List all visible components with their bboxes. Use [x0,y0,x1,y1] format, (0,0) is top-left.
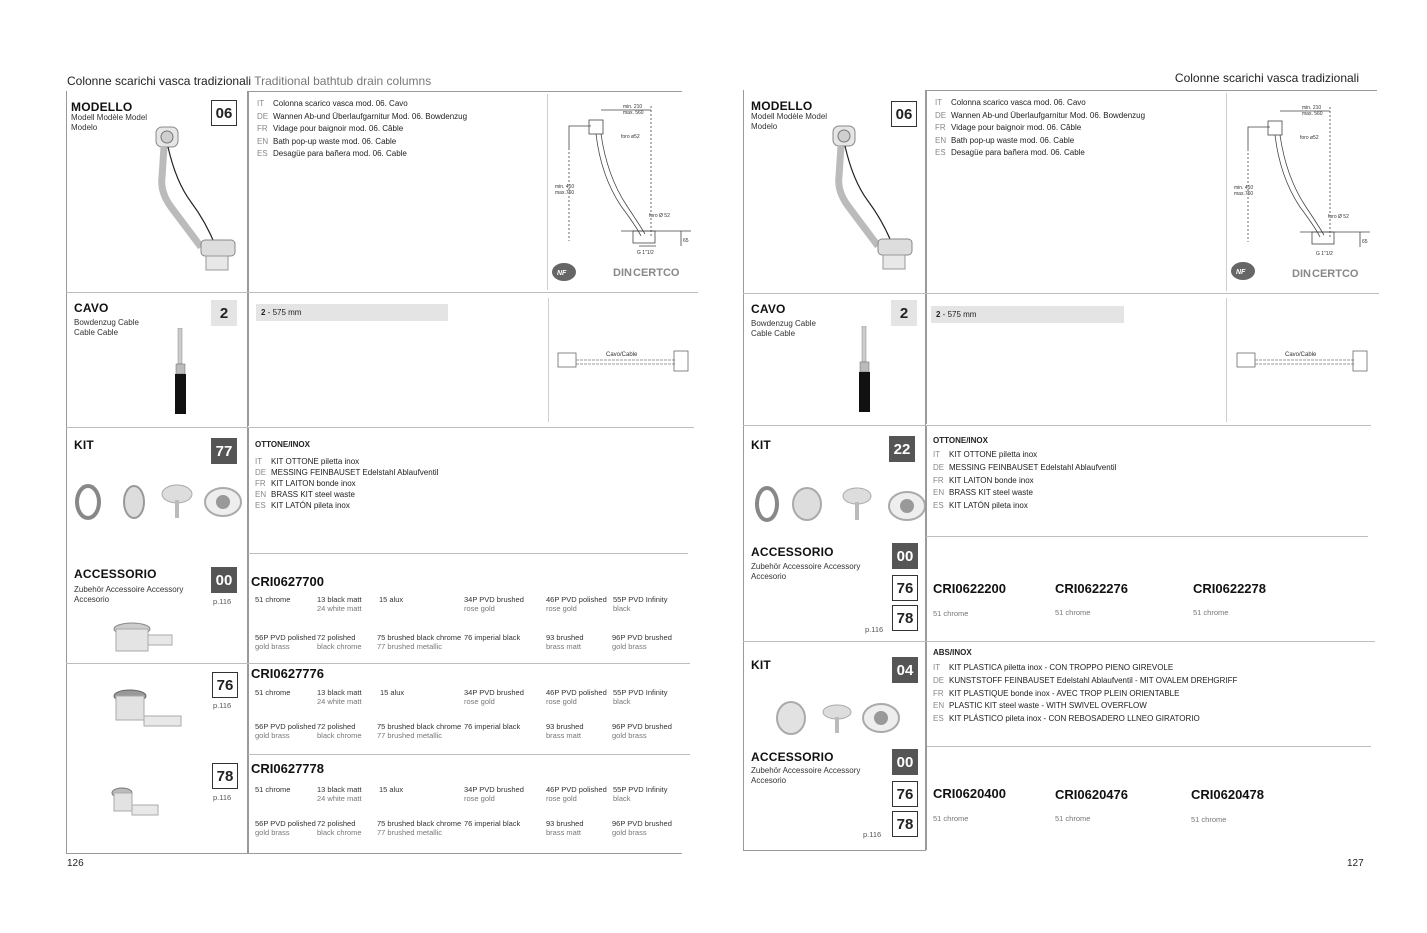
lang-row: EN BRASS KIT steel waste [933,488,1033,498]
finish-label: 51 chrome [933,609,969,618]
kit-section [66,428,698,555]
page-ref: p.116 [865,625,884,634]
finish-name: 13 black matt [317,688,362,697]
dim-max-length: max. 560 [1302,111,1323,117]
lang-row: FR Vidage pour baignoir mod. 06. Câble [257,124,404,134]
dim-min-length: min. 210 [623,104,643,110]
finish-name: 55P PVD Infinity [613,595,668,604]
modello-subtitle-es: Modelo [751,122,778,131]
page-ref: p.116 [213,597,232,606]
finish-option [613,785,667,803]
accessorio-subtitle-2: Accesorio [74,595,110,604]
technical-drawing [551,96,697,288]
finish-option [255,633,316,651]
cavo-title: CAVO [74,301,109,315]
finish-name-2: 24 white matt [317,794,362,803]
finish-name: 76 imperial black [464,819,521,828]
modello-section [743,91,1379,293]
certco-logo: CERTCO [1312,268,1359,280]
finish-name-2: brass matt [546,828,582,837]
product-76-section [66,664,698,754]
lang-row: FR Vidage pour baignoir mod. 06. Câble [935,123,1082,133]
dim-thread: G 1"1/2 [1316,251,1333,257]
finish-name: 56P PVD polished [255,819,316,828]
finish-option [255,688,290,697]
dim-height-65: 65 [683,238,689,244]
dim-min-height: min. 410 [555,184,575,190]
lang-row: EN PLASTIC KIT steel waste - WITH SWIVEL OVERFLOW [933,701,1147,711]
finish-name: 93 brushed [546,819,584,828]
finish-name: 34P PVD brushed [464,595,524,604]
lang-row: DE MESSING FEINBAUSET Edelstahl Ablaufventil [255,468,439,477]
accessorio-section [743,537,1379,641]
dim-foro-top: foro ø52 [621,134,640,140]
drain-column-image [823,121,923,281]
finish-option [464,633,520,642]
finish-name: 72 polished [317,722,356,731]
finish-option [317,785,362,803]
siphon-image [106,686,186,734]
lang-row: FR KIT LAITON bonde inox [255,479,356,488]
din-logo: DIN [613,267,632,279]
kit-descriptions [255,456,438,511]
kit-descriptions [933,449,1116,513]
finish-name: 75 brushed black chrome [377,633,462,642]
finish-option [546,819,584,837]
modello-subtitle-es: Modelo [71,123,98,132]
finish-option [464,688,524,706]
cavo-section [743,294,1379,424]
finish-name: 15 alux [379,595,404,604]
finish-name: 13 black matt [317,785,362,794]
finish-option [317,633,362,651]
product-78-section [66,755,698,853]
kit-badge: 22 [889,436,915,462]
finish-name: 56P PVD polished [255,633,316,642]
finish-option [379,595,403,604]
accessorio-title: ACCESSORIO [751,750,834,764]
product-badge: 78 [892,811,918,837]
kit-plastic-section [743,642,1379,746]
dim-height-65: 65 [1362,239,1368,245]
lang-row: EN Bath pop-up waste mod. 06. Cable [257,136,397,146]
finish-label: 51 chrome [1055,608,1091,617]
cable-diagram [556,347,691,379]
accessorio-badge: 00 [892,749,918,775]
finish-name-2: black chrome [317,828,362,837]
lang-row: DE Wannen Ab-und Überlaufgarnitur Mod. 06. Bowdenzug [257,111,468,121]
finish-name-2: brass matt [546,642,582,651]
finish-name-2: rose gold [464,697,495,706]
finish-option [464,785,524,803]
lang-row: IT KIT OTTONE piletta inox [933,450,1038,459]
product-code: CRI0627700 [251,574,324,589]
finish-name: 46P PVD polished [546,595,607,604]
finish-name: 75 brushed black chrome [377,722,462,731]
finish-label: 51 chrome [1191,815,1227,824]
accessorio-title: ACCESSORIO [751,545,834,559]
modello-descriptions [935,97,1145,160]
cavo-badge: 2 [891,300,917,326]
cavo-subtitle-2: Cable Cable [74,328,119,337]
finish-option [464,819,520,828]
cable-length: 2 - 575 mm [931,306,1124,323]
finish-option [377,722,461,740]
finish-option [612,722,672,740]
din-logo: DIN [1292,268,1311,280]
finish-name-2: gold brass [612,828,647,837]
finish-name: 55P PVD Infinity [613,785,668,794]
modello-title: MODELLO [71,100,133,114]
lang-row: ES KIT PLÁSTICO pileta inox - CON REBOSADERO LLNEO GIRATORIO [933,714,1200,724]
finish-option [546,595,607,613]
lang-row: IT KIT PLASTICA piletta inox - CON TROPPO PIENO GIREVOLE [933,663,1174,672]
finish-name: 96P PVD brushed [612,722,672,731]
header-subtitle: Traditional bathtub drain columns [254,74,432,88]
accessorio-title: ACCESSORIO [74,567,157,581]
dim-max-height: max.760 [555,190,575,196]
cavo-section [66,293,698,426]
finish-option [255,722,316,740]
modello-title: MODELLO [751,99,813,113]
kit-title: KIT [751,658,771,672]
lang-row: ES KIT LATÓN pileta inox [255,501,350,510]
finish-option [464,722,520,731]
finish-option [464,595,524,613]
product-badge: 76 [892,575,918,601]
finish-name: 76 imperial black [464,633,521,642]
lang-row: ES Desagüe para bañera mod. 06. Cable [935,148,1085,158]
cavo-subtitle-2: Cable Cable [751,329,796,338]
product-code: CRI0620400 [933,786,1006,801]
accessorio-plastic-section [743,744,1379,850]
finish-name: 93 brushed [546,633,584,642]
finish-option [255,595,290,604]
finish-option [546,722,584,740]
kit-section [743,426,1379,536]
finish-name-2: gold brass [612,642,647,651]
finish-label: 51 chrome [1055,814,1091,823]
dim-foro-top: foro ø52 [1300,135,1319,141]
lang-row: DE MESSING FEINBAUSET Edelstahl Ablaufventil [933,462,1117,472]
page-ref: p.116 [863,830,882,839]
finish-option [612,633,672,651]
technical-drawing [1230,97,1376,289]
finish-name-2: gold brass [255,828,290,837]
svg-text:NF: NF [557,270,567,277]
siphon-image [106,783,166,829]
cavo-title: CAVO [751,302,786,316]
page-ref: p.116 [213,701,232,710]
finish-name: 75 brushed black chrome [377,819,462,828]
product-code: CRI0627778 [251,761,324,776]
finish-option [546,633,584,651]
siphon-image [106,619,176,659]
certco-logo: CERTCO [633,267,680,279]
finish-option [255,785,290,794]
lang-row: ES Desagüe para bañera mod. 06. Cable [257,149,407,159]
finish-name-2: gold brass [255,731,290,740]
kit-parts-image [72,480,244,524]
cable-image [171,328,191,416]
finish-name: 96P PVD brushed [612,819,672,828]
accessorio-subtitle: Zubehör Accessoire Accessory [74,585,184,594]
product-code: CRI0622200 [933,581,1006,596]
model-badge: 06 [891,101,917,127]
product-badge: 78 [212,763,238,789]
dim-foro-bottom: foro Ø 52 [1328,214,1349,220]
drain-column-image [146,122,246,282]
cable-length: 2 - 575 mm [256,304,448,321]
finish-name: 76 imperial black [464,722,521,731]
dim-min-height: min. 410 [1234,185,1254,191]
lang-row: FR KIT PLASTIQUE bonde inox - AVEC TROP PLEIN ORIENTABLE [933,688,1180,698]
finish-name-2: black chrome [317,731,362,740]
product-badge: 78 [892,605,918,631]
dim-max-length: max. 560 [623,110,644,116]
modello-subtitle: Modell Modèle Model [71,113,148,122]
finish-option [380,688,404,697]
kit-badge: 04 [892,657,918,683]
finish-option [613,688,667,706]
finish-name-2: gold brass [612,731,647,740]
dim-min-length: min. 210 [1302,105,1322,111]
finish-name: 15 alux [379,785,404,794]
svg-text:Cavo/Cable: Cavo/Cable [1285,352,1317,358]
modello-descriptions [257,98,467,161]
finish-name: 13 black matt [317,595,362,604]
page-header: Colonne scarichi vasca tradizionali [1174,71,1359,85]
dim-thread: G 1"1/2 [637,250,654,256]
finish-name: 34P PVD brushed [464,688,524,697]
finish-option [546,688,607,706]
accessorio-subtitle: Zubehör Accessoire Accessory [751,562,861,571]
finish-name-2: rose gold [546,604,577,613]
finish-option [613,595,667,613]
finish-name: 46P PVD polished [546,688,607,697]
finish-name-2: black [613,604,631,613]
finish-name: 56P PVD polished [255,722,316,731]
finish-name-2: gold brass [255,642,290,651]
right-page [713,0,1427,933]
finish-name: 72 polished [317,819,356,828]
finish-name: 96P PVD brushed [612,633,672,642]
cable-diagram [1235,347,1370,379]
finish-name: 34P PVD brushed [464,785,524,794]
finish-option [612,819,672,837]
accessorio-badge: 00 [211,567,237,593]
accessorio-subtitle: Zubehör Accessoire Accessory [751,766,861,775]
cavo-subtitle: Bowdenzug Cable [751,319,816,328]
header-title: Colonne scarichi vasca tradizionali [67,74,252,88]
finish-name: 51 chrome [255,688,291,697]
finish-option [377,633,461,651]
svg-text:NF: NF [1236,269,1246,276]
finish-label: 51 chrome [933,814,969,823]
lang-row: EN Bath pop-up waste mod. 06. Cable [935,135,1075,145]
lang-row: IT KIT OTTONE piletta inox [255,457,360,466]
kit-parts-image [749,482,925,526]
kit-title: KIT [751,438,771,452]
finish-option [546,785,607,803]
lang-row: DE Wannen Ab-und Überlaufgarnitur Mod. 06. Bowdenzug [935,110,1146,120]
finish-name-2: rose gold [546,697,577,706]
finish-name-2: black [613,697,631,706]
finish-name-2: 77 brushed metallic [377,642,443,651]
finish-name-2: rose gold [464,604,495,613]
page-number: 127 [1347,858,1364,869]
dim-foro-bottom: foro Ø 52 [649,213,670,219]
lang-row: DE KUNSTSTOFF FEINBAUSET Edelstahl Ablaufventil - MIT OVALEM DREHGRIFF [933,675,1238,685]
kit-title: KIT [74,438,94,452]
lang-row: IT Colonna scarico vasca mod. 06. Cavo [935,98,1086,107]
kit-material: OTTONE/INOX [933,436,988,445]
finish-name-2: black [613,794,631,803]
finish-option [379,785,403,794]
finish-option [317,819,362,837]
product-badge: 76 [892,781,918,807]
finish-name: 15 alux [380,688,405,697]
finish-name-2: rose gold [546,794,577,803]
product-code: CRI0622278 [1193,581,1266,596]
product-code: CRI0622276 [1055,581,1128,596]
finish-name-2: 24 white matt [317,697,362,706]
finish-name-2: 77 brushed metallic [377,828,443,837]
dim-max-height: max.760 [1234,191,1254,197]
page-header [67,74,431,88]
product-code: CRI0620478 [1191,787,1264,802]
product-badge: 76 [212,672,238,698]
kit-descriptions [933,662,1237,726]
finish-name-2: brass matt [546,731,582,740]
accessorio-badge: 00 [892,543,918,569]
finish-label: 51 chrome [1193,608,1229,617]
finish-option [255,819,316,837]
lang-row: EN BRASS KIT steel waste [255,490,355,499]
lang-row: IT Colonna scarico vasca mod. 06. Cavo [257,99,408,108]
model-badge: 06 [211,100,237,126]
finish-name-2: 77 brushed metallic [377,731,443,740]
finish-option [317,722,362,740]
modello-subtitle: Modell Modèle Model [751,112,828,121]
page-number: 126 [67,858,84,869]
modello-section [66,92,698,292]
finish-name: 72 polished [317,633,356,642]
cable-image [855,326,875,414]
lang-row: ES KIT LATÓN pileta inox [933,501,1028,511]
finish-name-2: rose gold [464,794,495,803]
kit-material: OTTONE/INOX [255,440,310,449]
finish-option [317,595,362,613]
kit-parts-image [773,700,903,740]
finish-option [317,688,362,706]
svg-text:Cavo/Cable: Cavo/Cable [606,352,638,358]
finish-name: 51 chrome [255,785,291,794]
finish-name-2: black chrome [317,642,362,651]
finish-name: 51 chrome [255,595,291,604]
kit-badge: 77 [211,438,237,464]
finish-name: 93 brushed [546,722,584,731]
finish-name: 46P PVD polished [546,785,607,794]
page-ref: p.116 [213,793,232,802]
finish-name: 55P PVD Infinity [613,688,668,697]
lang-row: FR KIT LAITON bonde inox [933,475,1034,485]
cavo-subtitle: Bowdenzug Cable [74,318,139,327]
product-code: CRI0627776 [251,666,324,681]
finish-name-2: 24 white matt [317,604,362,613]
accessorio-subtitle-2: Accesorio [751,776,787,785]
kit-material: ABS/INOX [933,648,972,657]
finish-option [377,819,461,837]
cavo-badge: 2 [211,300,237,326]
accessorio-subtitle-2: Accesorio [751,572,787,581]
product-code: CRI0620476 [1055,787,1128,802]
